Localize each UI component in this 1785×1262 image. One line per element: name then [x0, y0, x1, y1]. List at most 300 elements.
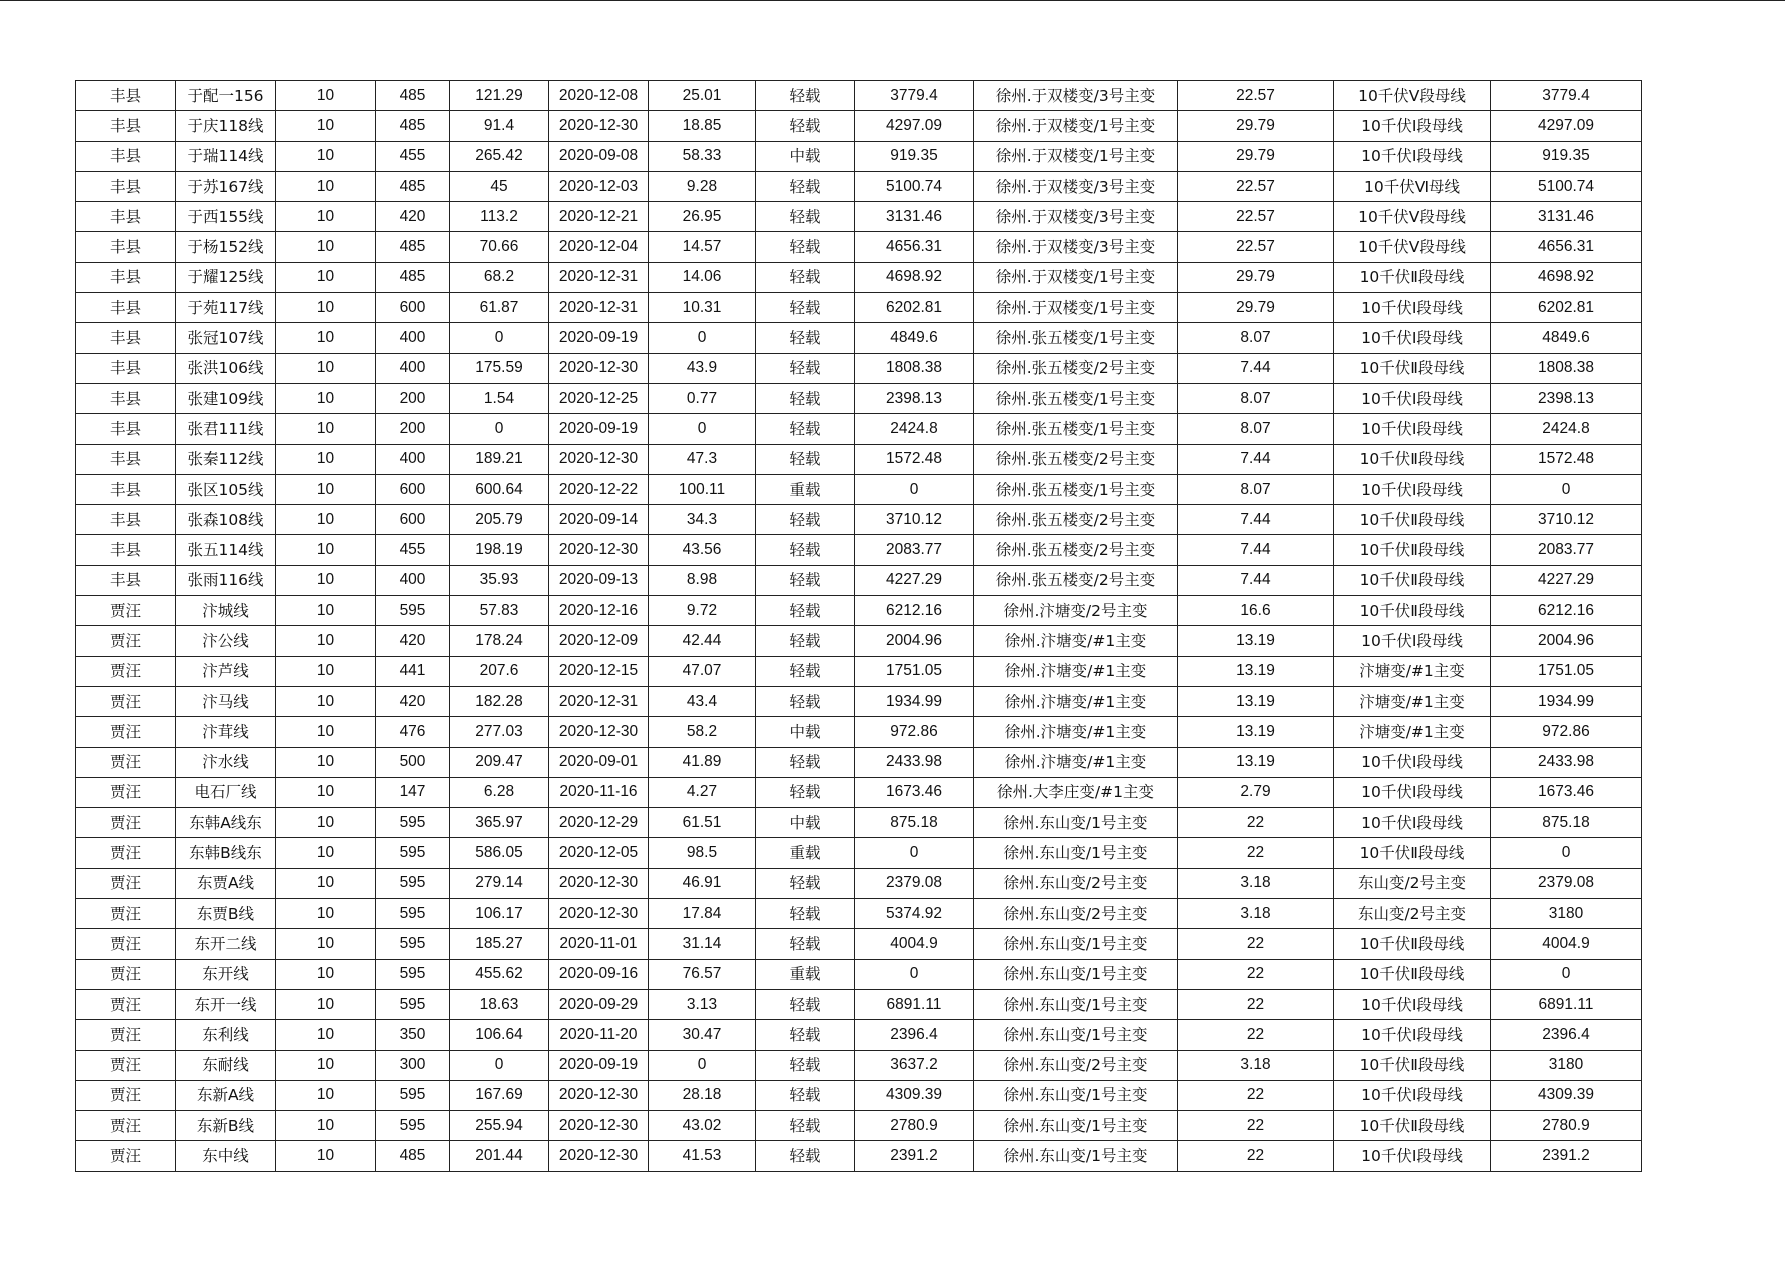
substation-transformer-cell: 徐州.汴塘变/#1主变: [974, 626, 1178, 656]
spare-capacity-cell: 1934.99: [855, 686, 974, 716]
voltage-cell: 10: [276, 808, 376, 838]
bus-section-cell: 汴塘变/#1主变: [1334, 656, 1491, 686]
transformer-load-rate-cell: 3.18: [1178, 899, 1334, 929]
rated-current-cell: 595: [376, 808, 450, 838]
spare-capacity-cell: 4656.31: [855, 232, 974, 262]
spare-capacity-cell: 3779.4: [855, 81, 974, 111]
transformer-load-rate-cell: 22: [1178, 1141, 1334, 1171]
bus-section-cell: 10千伏Ⅱ段母线: [1334, 1050, 1491, 1080]
table-row: [76, 838, 1642, 868]
bus-section-cell: 东山变/2号主变: [1334, 868, 1491, 898]
load-rate-cell: 28.18: [649, 1080, 756, 1110]
peak-date-cell: 2020-09-14: [549, 505, 649, 535]
available-capacity-cell: 4656.31: [1491, 232, 1642, 262]
transformer-load-rate-cell: 16.6: [1178, 596, 1334, 626]
load-rate-cell: 43.9: [649, 353, 756, 383]
load-rate-cell: 31.14: [649, 929, 756, 959]
county-cell: 贾汪: [76, 989, 176, 1019]
load-status-cell: 重载: [756, 838, 855, 868]
peak-date-cell: 2020-12-30: [549, 111, 649, 141]
load-status-cell: 中载: [756, 717, 855, 747]
bus-section-cell: 10千伏Ⅱ段母线: [1334, 929, 1491, 959]
substation-transformer-cell: 徐州.东山变/1号主变: [974, 1111, 1178, 1141]
voltage-cell: 10: [276, 777, 376, 807]
substation-transformer-cell: 徐州.汴塘变/#1主变: [974, 747, 1178, 777]
load-rate-cell: 14.57: [649, 232, 756, 262]
max-current-cell: 279.14: [450, 868, 549, 898]
load-status-cell: 轻载: [756, 777, 855, 807]
feeder-name-cell: 张君111线: [176, 414, 276, 444]
voltage-cell: 10: [276, 747, 376, 777]
rated-current-cell: 350: [376, 1020, 450, 1050]
substation-transformer-cell: 徐州.东山变/1号主变: [974, 959, 1178, 989]
feeder-name-cell: 汴公线: [176, 626, 276, 656]
rated-current-cell: 476: [376, 717, 450, 747]
rated-current-cell: 147: [376, 777, 450, 807]
substation-transformer-cell: 徐州.张五楼变/1号主变: [974, 474, 1178, 504]
load-status-cell: 轻载: [756, 1050, 855, 1080]
voltage-cell: 10: [276, 505, 376, 535]
county-cell: 贾汪: [76, 596, 176, 626]
load-rate-cell: 17.84: [649, 899, 756, 929]
spare-capacity-cell: 2398.13: [855, 383, 974, 413]
max-current-cell: 18.63: [450, 989, 549, 1019]
voltage-cell: 10: [276, 1141, 376, 1171]
rated-current-cell: 500: [376, 747, 450, 777]
load-rate-cell: 0: [649, 323, 756, 353]
bus-section-cell: 10千伏Ⅱ段母线: [1334, 1111, 1491, 1141]
substation-transformer-cell: 徐州.张五楼变/2号主变: [974, 505, 1178, 535]
bus-section-cell: 10千伏Ⅱ段母线: [1334, 838, 1491, 868]
transformer-load-rate-cell: 8.07: [1178, 414, 1334, 444]
available-capacity-cell: 0: [1491, 474, 1642, 504]
table-row: [76, 1020, 1642, 1050]
bus-section-cell: 10千伏Ⅰ段母线: [1334, 1080, 1491, 1110]
load-rate-cell: 41.53: [649, 1141, 756, 1171]
substation-transformer-cell: 徐州.张五楼变/2号主变: [974, 353, 1178, 383]
transformer-load-rate-cell: 22: [1178, 838, 1334, 868]
county-cell: 丰县: [76, 383, 176, 413]
load-status-cell: 轻载: [756, 202, 855, 232]
table-row: [76, 293, 1642, 323]
load-status-cell: 轻载: [756, 293, 855, 323]
load-rate-cell: 0: [649, 1050, 756, 1080]
feeder-name-cell: 汴茸线: [176, 717, 276, 747]
max-current-cell: 91.4: [450, 111, 549, 141]
peak-date-cell: 2020-12-05: [549, 838, 649, 868]
feeder-name-cell: 于瑞114线: [176, 141, 276, 171]
rated-current-cell: 595: [376, 929, 450, 959]
spare-capacity-cell: 919.35: [855, 141, 974, 171]
max-current-cell: 455.62: [450, 959, 549, 989]
county-cell: 丰县: [76, 141, 176, 171]
bus-section-cell: 10千伏Ⅰ段母线: [1334, 626, 1491, 656]
bus-section-cell: 10千伏Ⅰ段母线: [1334, 414, 1491, 444]
load-rate-cell: 8.98: [649, 565, 756, 595]
voltage-cell: 10: [276, 232, 376, 262]
rated-current-cell: 455: [376, 535, 450, 565]
load-status-cell: 轻载: [756, 656, 855, 686]
available-capacity-cell: 2083.77: [1491, 535, 1642, 565]
available-capacity-cell: 6212.16: [1491, 596, 1642, 626]
table-row: [76, 474, 1642, 504]
substation-transformer-cell: 徐州.东山变/2号主变: [974, 899, 1178, 929]
spare-capacity-cell: 2424.8: [855, 414, 974, 444]
peak-date-cell: 2020-12-15: [549, 656, 649, 686]
spare-capacity-cell: 3710.12: [855, 505, 974, 535]
rated-current-cell: 420: [376, 626, 450, 656]
feeder-name-cell: 张建109线: [176, 383, 276, 413]
rated-current-cell: 200: [376, 414, 450, 444]
rated-current-cell: 300: [376, 1050, 450, 1080]
feeder-name-cell: 东贾A线: [176, 868, 276, 898]
max-current-cell: 35.93: [450, 565, 549, 595]
substation-transformer-cell: 徐州.汴塘变/#1主变: [974, 717, 1178, 747]
county-cell: 丰县: [76, 81, 176, 111]
table-row: [76, 353, 1642, 383]
max-current-cell: 68.2: [450, 262, 549, 292]
voltage-cell: 10: [276, 383, 376, 413]
bus-section-cell: 10千伏Ⅰ段母线: [1334, 1141, 1491, 1171]
county-cell: 丰县: [76, 414, 176, 444]
load-rate-cell: 3.13: [649, 989, 756, 1019]
voltage-cell: 10: [276, 444, 376, 474]
table-row: [76, 141, 1642, 171]
feeder-name-cell: 东开二线: [176, 929, 276, 959]
bus-section-cell: 10千伏Ⅱ段母线: [1334, 444, 1491, 474]
voltage-cell: 10: [276, 868, 376, 898]
available-capacity-cell: 6891.11: [1491, 989, 1642, 1019]
transformer-load-rate-cell: 8.07: [1178, 323, 1334, 353]
rated-current-cell: 595: [376, 868, 450, 898]
max-current-cell: 189.21: [450, 444, 549, 474]
transformer-load-rate-cell: 3.18: [1178, 1050, 1334, 1080]
voltage-cell: 10: [276, 262, 376, 292]
load-rate-cell: 4.27: [649, 777, 756, 807]
table-row: [76, 202, 1642, 232]
peak-date-cell: 2020-12-30: [549, 717, 649, 747]
available-capacity-cell: 0: [1491, 838, 1642, 868]
available-capacity-cell: 1808.38: [1491, 353, 1642, 383]
table-row: [76, 414, 1642, 444]
max-current-cell: 209.47: [450, 747, 549, 777]
county-cell: 贾汪: [76, 1080, 176, 1110]
load-status-cell: 轻载: [756, 535, 855, 565]
substation-transformer-cell: 徐州.东山变/1号主变: [974, 808, 1178, 838]
load-rate-cell: 47.3: [649, 444, 756, 474]
max-current-cell: 121.29: [450, 81, 549, 111]
max-current-cell: 6.28: [450, 777, 549, 807]
bus-section-cell: 10千伏Ⅱ段母线: [1334, 535, 1491, 565]
bus-section-cell: 10千伏Ⅰ段母线: [1334, 323, 1491, 353]
rated-current-cell: 595: [376, 959, 450, 989]
bus-section-cell: 10千伏Ⅰ段母线: [1334, 989, 1491, 1019]
feeder-name-cell: 于庆118线: [176, 111, 276, 141]
table-row: [76, 808, 1642, 838]
table-row: [76, 656, 1642, 686]
substation-transformer-cell: 徐州.东山变/2号主变: [974, 868, 1178, 898]
max-current-cell: 1.54: [450, 383, 549, 413]
rated-current-cell: 485: [376, 81, 450, 111]
substation-transformer-cell: 徐州.于双楼变/3号主变: [974, 202, 1178, 232]
available-capacity-cell: 4849.6: [1491, 323, 1642, 353]
feeder-name-cell: 东韩B线东: [176, 838, 276, 868]
spare-capacity-cell: 5100.74: [855, 171, 974, 201]
load-rate-cell: 14.06: [649, 262, 756, 292]
peak-date-cell: 2020-12-30: [549, 1111, 649, 1141]
load-rate-cell: 34.3: [649, 505, 756, 535]
spare-capacity-cell: 1673.46: [855, 777, 974, 807]
transformer-load-rate-cell: 22.57: [1178, 232, 1334, 262]
peak-date-cell: 2020-12-25: [549, 383, 649, 413]
feeder-name-cell: 张五114线: [176, 535, 276, 565]
peak-date-cell: 2020-09-19: [549, 414, 649, 444]
available-capacity-cell: 1673.46: [1491, 777, 1642, 807]
voltage-cell: 10: [276, 293, 376, 323]
transformer-load-rate-cell: 8.07: [1178, 474, 1334, 504]
available-capacity-cell: 3779.4: [1491, 81, 1642, 111]
table-row: [76, 747, 1642, 777]
spare-capacity-cell: 3637.2: [855, 1050, 974, 1080]
max-current-cell: 0: [450, 1050, 549, 1080]
feeder-name-cell: 于西155线: [176, 202, 276, 232]
feeder-name-cell: 于苏167线: [176, 171, 276, 201]
max-current-cell: 277.03: [450, 717, 549, 747]
spare-capacity-cell: 4004.9: [855, 929, 974, 959]
feeder-name-cell: 张洪106线: [176, 353, 276, 383]
available-capacity-cell: 2004.96: [1491, 626, 1642, 656]
county-cell: 贾汪: [76, 1111, 176, 1141]
rated-current-cell: 485: [376, 262, 450, 292]
bus-section-cell: 10千伏Ⅵ母线: [1334, 171, 1491, 201]
county-cell: 贾汪: [76, 686, 176, 716]
voltage-cell: 10: [276, 535, 376, 565]
available-capacity-cell: 4309.39: [1491, 1080, 1642, 1110]
available-capacity-cell: 919.35: [1491, 141, 1642, 171]
max-current-cell: 255.94: [450, 1111, 549, 1141]
load-status-cell: 轻载: [756, 81, 855, 111]
spare-capacity-cell: 3131.46: [855, 202, 974, 232]
feeder-name-cell: 张秦112线: [176, 444, 276, 474]
max-current-cell: 106.64: [450, 1020, 549, 1050]
spare-capacity-cell: 2433.98: [855, 747, 974, 777]
table-row: [76, 1080, 1642, 1110]
rated-current-cell: 200: [376, 383, 450, 413]
available-capacity-cell: 6202.81: [1491, 293, 1642, 323]
county-cell: 丰县: [76, 474, 176, 504]
available-capacity-cell: 2398.13: [1491, 383, 1642, 413]
max-current-cell: 265.42: [450, 141, 549, 171]
table-row: [76, 959, 1642, 989]
rated-current-cell: 600: [376, 474, 450, 504]
load-status-cell: 轻载: [756, 747, 855, 777]
transformer-load-rate-cell: 13.19: [1178, 656, 1334, 686]
bus-section-cell: 汴塘变/#1主变: [1334, 717, 1491, 747]
substation-transformer-cell: 徐州.汴塘变/#1主变: [974, 686, 1178, 716]
spare-capacity-cell: 6212.16: [855, 596, 974, 626]
table-row: [76, 81, 1642, 111]
peak-date-cell: 2020-09-13: [549, 565, 649, 595]
feeder-name-cell: 东贾B线: [176, 899, 276, 929]
table-row: [76, 565, 1642, 595]
county-cell: 贾汪: [76, 1020, 176, 1050]
bus-section-cell: 10千伏Ⅴ段母线: [1334, 232, 1491, 262]
load-rate-cell: 0.77: [649, 383, 756, 413]
voltage-cell: 10: [276, 1111, 376, 1141]
load-status-cell: 重载: [756, 474, 855, 504]
peak-date-cell: 2020-12-21: [549, 202, 649, 232]
max-current-cell: 586.05: [450, 838, 549, 868]
rated-current-cell: 485: [376, 171, 450, 201]
max-current-cell: 365.97: [450, 808, 549, 838]
peak-date-cell: 2020-12-08: [549, 81, 649, 111]
load-status-cell: 轻载: [756, 353, 855, 383]
spare-capacity-cell: 2391.2: [855, 1141, 974, 1171]
rated-current-cell: 455: [376, 141, 450, 171]
available-capacity-cell: 2379.08: [1491, 868, 1642, 898]
table-row: [76, 171, 1642, 201]
peak-date-cell: 2020-12-30: [549, 1141, 649, 1171]
load-rate-cell: 43.4: [649, 686, 756, 716]
spare-capacity-cell: 4309.39: [855, 1080, 974, 1110]
max-current-cell: 61.87: [450, 293, 549, 323]
peak-date-cell: 2020-11-16: [549, 777, 649, 807]
rated-current-cell: 485: [376, 111, 450, 141]
load-status-cell: 重载: [756, 959, 855, 989]
county-cell: 贾汪: [76, 656, 176, 686]
rated-current-cell: 485: [376, 1141, 450, 1171]
county-cell: 丰县: [76, 111, 176, 141]
available-capacity-cell: 4297.09: [1491, 111, 1642, 141]
substation-transformer-cell: 徐州.张五楼变/1号主变: [974, 323, 1178, 353]
feeder-name-cell: 张森108线: [176, 505, 276, 535]
feeder-name-cell: 张冠107线: [176, 323, 276, 353]
county-cell: 丰县: [76, 171, 176, 201]
substation-transformer-cell: 徐州.东山变/1号主变: [974, 1141, 1178, 1171]
max-current-cell: 198.19: [450, 535, 549, 565]
available-capacity-cell: 2391.2: [1491, 1141, 1642, 1171]
available-capacity-cell: 3710.12: [1491, 505, 1642, 535]
transformer-load-rate-cell: 29.79: [1178, 262, 1334, 292]
available-capacity-cell: 1934.99: [1491, 686, 1642, 716]
table-row: [76, 262, 1642, 292]
rated-current-cell: 595: [376, 1111, 450, 1141]
table-row: [76, 444, 1642, 474]
rated-current-cell: 400: [376, 565, 450, 595]
load-status-cell: 轻载: [756, 232, 855, 262]
peak-date-cell: 2020-12-31: [549, 686, 649, 716]
transformer-load-rate-cell: 7.44: [1178, 535, 1334, 565]
county-cell: 贾汪: [76, 929, 176, 959]
load-rate-cell: 0: [649, 414, 756, 444]
voltage-cell: 10: [276, 596, 376, 626]
substation-transformer-cell: 徐州.东山变/1号主变: [974, 989, 1178, 1019]
feeder-name-cell: 于配一156: [176, 81, 276, 111]
feeder-name-cell: 东开线: [176, 959, 276, 989]
rated-current-cell: 595: [376, 989, 450, 1019]
substation-transformer-cell: 徐州.于双楼变/3号主变: [974, 171, 1178, 201]
load-status-cell: 轻载: [756, 868, 855, 898]
voltage-cell: 10: [276, 81, 376, 111]
substation-transformer-cell: 徐州.东山变/2号主变: [974, 1050, 1178, 1080]
peak-date-cell: 2020-12-30: [549, 868, 649, 898]
max-current-cell: 175.59: [450, 353, 549, 383]
load-rate-cell: 43.56: [649, 535, 756, 565]
rated-current-cell: 420: [376, 686, 450, 716]
bus-section-cell: 10千伏Ⅰ段母线: [1334, 808, 1491, 838]
bus-section-cell: 10千伏Ⅱ段母线: [1334, 505, 1491, 535]
load-rate-cell: 9.72: [649, 596, 756, 626]
county-cell: 贾汪: [76, 899, 176, 929]
peak-date-cell: 2020-12-30: [549, 444, 649, 474]
max-current-cell: 207.6: [450, 656, 549, 686]
table-row: [76, 383, 1642, 413]
max-current-cell: 167.69: [450, 1080, 549, 1110]
peak-date-cell: 2020-12-30: [549, 899, 649, 929]
spare-capacity-cell: 1572.48: [855, 444, 974, 474]
transformer-load-rate-cell: 8.07: [1178, 383, 1334, 413]
transformer-load-rate-cell: 13.19: [1178, 747, 1334, 777]
load-rate-cell: 98.5: [649, 838, 756, 868]
bus-section-cell: 10千伏Ⅱ段母线: [1334, 959, 1491, 989]
table-body: [76, 81, 1642, 1172]
voltage-cell: 10: [276, 353, 376, 383]
load-status-cell: 轻载: [756, 111, 855, 141]
available-capacity-cell: 2433.98: [1491, 747, 1642, 777]
available-capacity-cell: 2780.9: [1491, 1111, 1642, 1141]
county-cell: 丰县: [76, 293, 176, 323]
table-row: [76, 535, 1642, 565]
rated-current-cell: 420: [376, 202, 450, 232]
feeder-load-table: [75, 80, 1642, 1172]
load-rate-cell: 43.02: [649, 1111, 756, 1141]
substation-transformer-cell: 徐州.汴塘变/#1主变: [974, 656, 1178, 686]
bus-section-cell: 10千伏Ⅰ段母线: [1334, 777, 1491, 807]
county-cell: 贾汪: [76, 868, 176, 898]
table-row: [76, 111, 1642, 141]
substation-transformer-cell: 徐州.于双楼变/1号主变: [974, 141, 1178, 171]
voltage-cell: 10: [276, 1080, 376, 1110]
feeder-name-cell: 于杨152线: [176, 232, 276, 262]
bus-section-cell: 10千伏Ⅰ段母线: [1334, 141, 1491, 171]
available-capacity-cell: 2396.4: [1491, 1020, 1642, 1050]
voltage-cell: 10: [276, 414, 376, 444]
county-cell: 丰县: [76, 232, 176, 262]
county-cell: 贾汪: [76, 717, 176, 747]
feeder-name-cell: 汴城线: [176, 596, 276, 626]
transformer-load-rate-cell: 22: [1178, 929, 1334, 959]
transformer-load-rate-cell: 7.44: [1178, 444, 1334, 474]
peak-date-cell: 2020-12-31: [549, 293, 649, 323]
load-status-cell: 轻载: [756, 989, 855, 1019]
table-row: [76, 929, 1642, 959]
substation-transformer-cell: 徐州.张五楼变/1号主变: [974, 383, 1178, 413]
voltage-cell: 10: [276, 656, 376, 686]
peak-date-cell: 2020-12-31: [549, 262, 649, 292]
transformer-load-rate-cell: 22.57: [1178, 81, 1334, 111]
feeder-name-cell: 于耀125线: [176, 262, 276, 292]
rated-current-cell: 595: [376, 1080, 450, 1110]
spare-capacity-cell: 2396.4: [855, 1020, 974, 1050]
substation-transformer-cell: 徐州.汴塘变/2号主变: [974, 596, 1178, 626]
max-current-cell: 45: [450, 171, 549, 201]
voltage-cell: 10: [276, 141, 376, 171]
peak-date-cell: 2020-09-16: [549, 959, 649, 989]
bus-section-cell: 10千伏Ⅰ段母线: [1334, 293, 1491, 323]
peak-date-cell: 2020-09-08: [549, 141, 649, 171]
substation-transformer-cell: 徐州.张五楼变/2号主变: [974, 565, 1178, 595]
voltage-cell: 10: [276, 1050, 376, 1080]
